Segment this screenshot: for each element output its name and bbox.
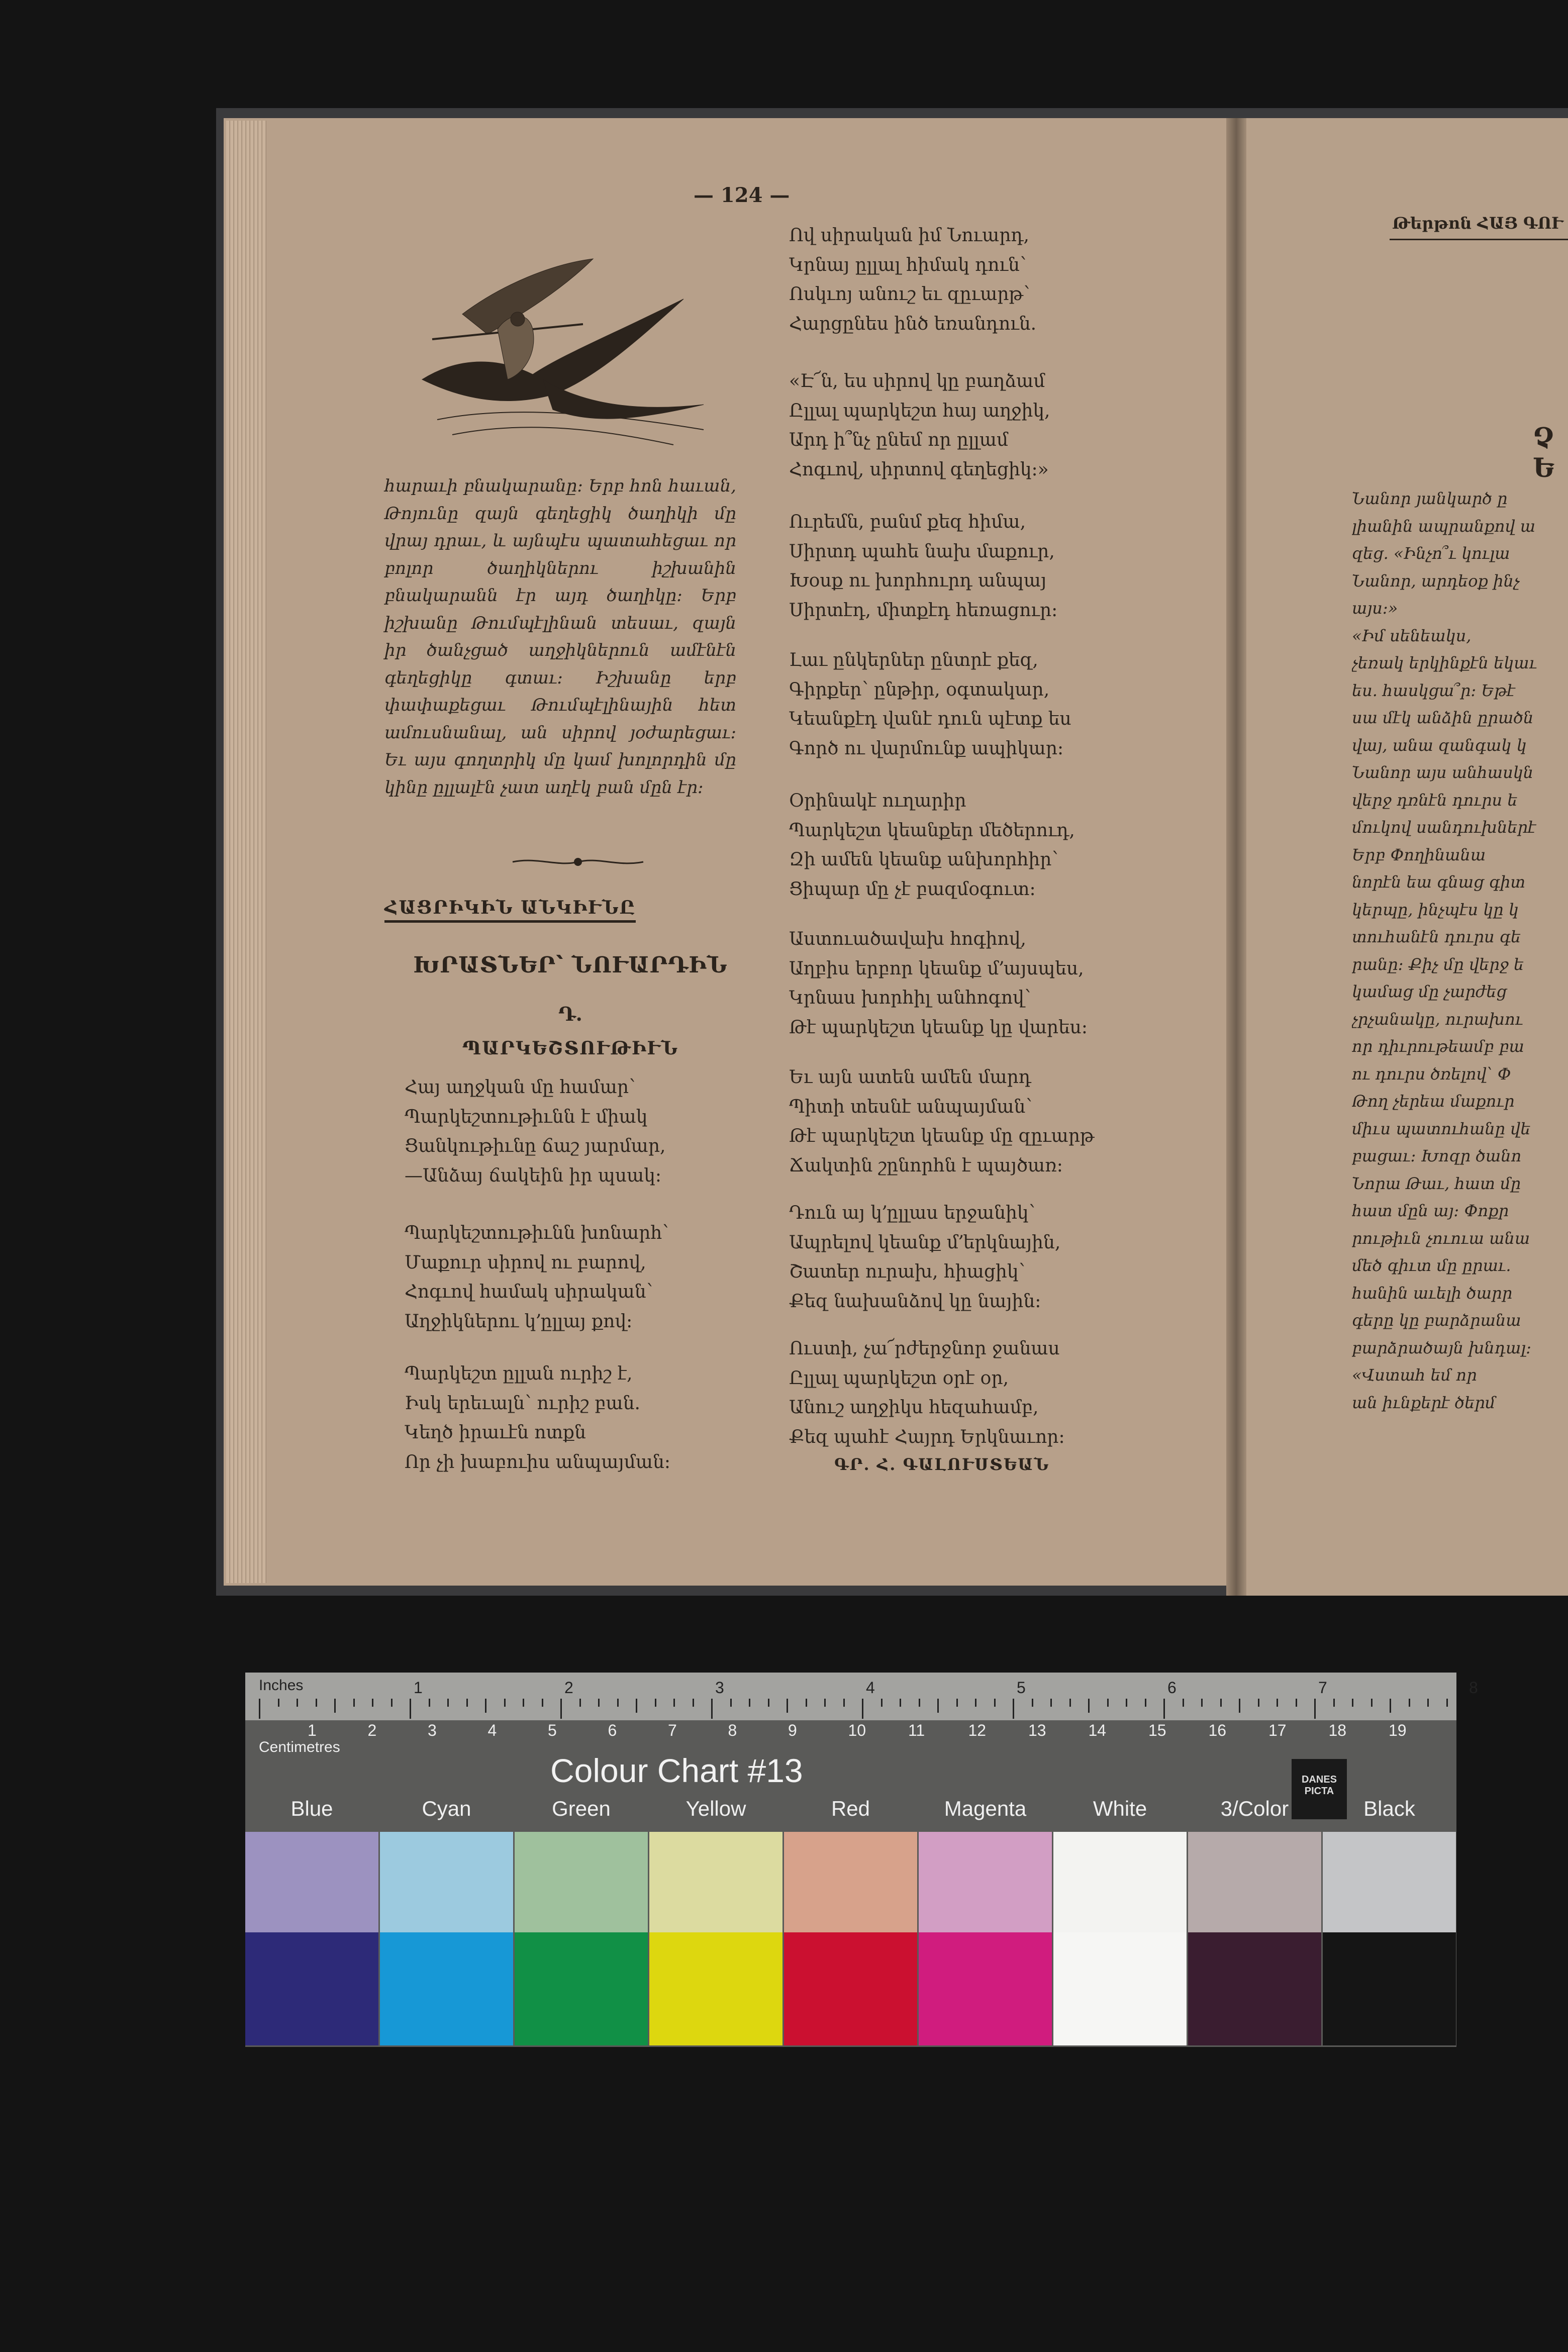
swatch-solid xyxy=(1188,1932,1321,2045)
right-page-line: բարձրածայն խնդալ։ xyxy=(1352,1338,1531,1357)
right-page-line: բացաւ։ Խոզր ծանո xyxy=(1352,1146,1522,1165)
poem-line: Դուն այ կ՚ըլլաս երջանիկ՝ xyxy=(789,1203,1035,1223)
ruler-tick xyxy=(504,1699,506,1707)
ruler-tick xyxy=(1032,1699,1033,1707)
right-page-line: որ դիւրութեամբ բա xyxy=(1352,1037,1524,1056)
ruler-tick xyxy=(655,1699,656,1707)
poem-line: Ըլլալ պարկեշտ հայ աղջիկ, xyxy=(789,400,1050,421)
ruler-tick xyxy=(1050,1699,1052,1707)
ruler-tick xyxy=(1371,1699,1373,1707)
ruler-tick xyxy=(730,1699,732,1707)
ruler-tick xyxy=(466,1699,468,1707)
swatch-label: Red xyxy=(831,1797,870,1820)
ruler-tick xyxy=(447,1699,449,1707)
swatch-solid xyxy=(1323,1932,1456,2045)
ruler-tick xyxy=(1333,1699,1335,1707)
ruler-tick xyxy=(353,1699,355,1707)
right-page-line: ես. հասկցա՞ր։ Եթէ xyxy=(1352,680,1515,700)
ornament-divider xyxy=(508,852,648,872)
poem-line: Ոսկւոյ անուշ եւ զըւարթ՝ xyxy=(789,284,1030,305)
right-page-line: րութիւն չուուա անա xyxy=(1352,1228,1530,1248)
stanza xyxy=(789,1199,1060,1316)
swatch-label: Green xyxy=(552,1797,611,1820)
poem-line: Մաքուր սիրով ու բարով, xyxy=(405,1252,646,1273)
signature: ԳՐ. Հ. ԳԱԼՈՒՍՏԵԱՆ xyxy=(834,1455,1050,1474)
ruler-tick xyxy=(824,1699,826,1707)
ruler-tick xyxy=(1409,1699,1410,1707)
right-page-line: վայ, անա զանգակ կ xyxy=(1352,735,1527,755)
swatch-label: White xyxy=(1093,1797,1147,1820)
poem-line: Հոգւով համակ սիրական՝ xyxy=(405,1282,653,1302)
swatch-light xyxy=(784,1832,917,1932)
ruler-tick xyxy=(900,1699,901,1707)
poem-line: Ցանկութիւնը ճաշ յարմար, xyxy=(405,1136,666,1156)
swatch-solid xyxy=(245,1932,378,2045)
ruler-tick xyxy=(560,1699,562,1719)
swatch-light xyxy=(1323,1832,1456,1932)
ruler-tick xyxy=(598,1699,600,1707)
right-page-line: Երբ Փողինանա xyxy=(1352,845,1486,864)
poem-line: Կրնայ ըլլալ հիմակ դուն՝ xyxy=(789,254,1027,275)
swatch-light xyxy=(649,1832,782,1932)
swatch-solid xyxy=(784,1932,917,2045)
cm-number: 14 xyxy=(1088,1721,1107,1739)
right-page-line: նորէն եա գնաց գիտ xyxy=(1352,872,1526,892)
ruler-tick xyxy=(579,1699,581,1707)
ruler-tick xyxy=(1352,1699,1353,1707)
page-edges xyxy=(226,121,266,1583)
ruler-tick xyxy=(673,1699,675,1707)
inch-number: 7 xyxy=(1318,1679,1327,1697)
stanza xyxy=(405,1219,668,1336)
right-page-line: վերջ դռնէն դուրս ե xyxy=(1352,790,1518,810)
poem-line: Լաւ ընկերներ ընտրէ քեզ, xyxy=(789,650,1038,670)
stanza xyxy=(789,925,1088,1042)
swatch-light xyxy=(515,1832,648,1932)
inch-number: 1 xyxy=(414,1679,423,1697)
ruler-tick xyxy=(787,1699,788,1713)
ruler-tick xyxy=(994,1699,996,1707)
ruler-tick xyxy=(1296,1699,1297,1707)
poem-line: Անուշ աղջիկս հեզահամբ, xyxy=(789,1397,1039,1418)
right-page-line: չրչանակը, ուրախու xyxy=(1352,1009,1523,1029)
right-page-line: Նանոր յանկարծ ը xyxy=(1352,489,1508,508)
swatch-solid xyxy=(1053,1932,1187,2045)
ruler-tick xyxy=(1220,1699,1222,1707)
poem-subtitle: ՊԱՐԿԵՇՏՈՒԹԻՒՆ xyxy=(462,1038,679,1059)
stanza xyxy=(789,1063,1094,1181)
ruler-tick xyxy=(410,1699,411,1719)
poem-line: Կրնաս խորհիլ անհոգով՝ xyxy=(789,988,1031,1008)
page-number: — 124 — xyxy=(694,183,790,207)
poem-line: Աստուածավախ հոգիով, xyxy=(789,929,1026,949)
right-page-line: Թող չերեա մաքուր xyxy=(1352,1092,1515,1111)
poem-line: Կեանքէդ վանէ դուն պէտք ես xyxy=(789,709,1071,729)
ruler-tick xyxy=(693,1699,694,1707)
ruler-tick xyxy=(1239,1699,1240,1713)
stanza xyxy=(789,221,1036,339)
right-page-line: ան իւնքերէ ծերմ xyxy=(1352,1393,1496,1412)
swatch-solid xyxy=(380,1932,513,2045)
poem-line: Պարկեշտութիւնն խոնարհ՝ xyxy=(405,1223,669,1243)
inch-number: 8 xyxy=(1469,1679,1478,1697)
section-title: ՀԱՑՐԻԿԻՆ ԱՆԿԻՒՆԸ xyxy=(384,897,636,923)
cm-number: 11 xyxy=(908,1721,925,1739)
ruler-tick xyxy=(316,1699,317,1707)
swatch-light xyxy=(245,1832,378,1932)
inches-label: Inches xyxy=(259,1677,304,1694)
ruler-tick xyxy=(768,1699,769,1707)
ruler-tick xyxy=(1427,1699,1429,1707)
poem-line: Հայ աղջկան մը համար՝ xyxy=(405,1077,636,1098)
swatch-solid xyxy=(515,1932,648,2045)
inch-number: 5 xyxy=(1017,1679,1026,1697)
right-page-line: «Վստահ եմ որ xyxy=(1352,1365,1477,1385)
right-page-line: Նանոր այս անհասկն xyxy=(1352,763,1534,782)
ruler-tick xyxy=(334,1699,336,1713)
ruler-tick xyxy=(1163,1699,1165,1719)
cm-number: 2 xyxy=(367,1721,377,1739)
poem-line: Օրինակէ ուղարիր xyxy=(789,791,966,811)
swatch-light xyxy=(1053,1832,1187,1932)
swallow-illustration xyxy=(402,254,714,455)
right-page-line: րանը։ Քիչ մը վերջ ե xyxy=(1352,954,1524,974)
poem-line: Պարկեշտ կեանքեր մեծերուդ, xyxy=(789,820,1075,841)
poem-title: ԽՐԱՏՆԵՐ՝ ՆՈՒԱՐԴԻՆ xyxy=(413,952,728,978)
right-page-line: կերպը, ինչպէս կը կ xyxy=(1352,900,1519,919)
right-page-line: կամաց մը չարժեց xyxy=(1352,982,1507,1001)
cm-number: 7 xyxy=(668,1721,677,1739)
ruler-tick xyxy=(1107,1699,1109,1707)
stanza xyxy=(405,1359,670,1477)
poem-line: Պարկեշտութիւնն է միակ xyxy=(405,1106,648,1127)
centimetres-label: Centimetres xyxy=(259,1739,340,1755)
poem-line: Կեղծ իրաւէն ոտքն xyxy=(405,1422,586,1443)
inch-number: 6 xyxy=(1167,1679,1177,1697)
danes-picta-logo: DANES PICTA xyxy=(1292,1759,1347,1819)
ruler-tick xyxy=(391,1699,393,1707)
cm-number: 5 xyxy=(548,1721,557,1739)
cm-number: 19 xyxy=(1389,1721,1407,1739)
swatch-solid xyxy=(649,1932,782,2045)
poem-line: Ով սիրական իմ Նուարդ, xyxy=(789,225,1029,246)
ruler-tick xyxy=(1126,1699,1127,1707)
right-page-initial: Չ Ե xyxy=(1533,422,1554,483)
right-page-line: չեռակ երկինքէն եկաւ xyxy=(1352,653,1537,672)
right-page-line: հատ մըն այ։ Փոքր xyxy=(1352,1201,1509,1220)
ruler-tick xyxy=(806,1699,807,1707)
cm-number: 17 xyxy=(1268,1721,1287,1739)
poem-line: Գործ ու վարմունք ապիկար: xyxy=(789,738,1064,759)
poem-line: Արդ ի՞նչ ընեմ որ ըլլամ xyxy=(789,430,1009,450)
cm-number: 6 xyxy=(608,1721,617,1739)
ruler-tick xyxy=(523,1699,524,1707)
cm-number: 16 xyxy=(1208,1721,1227,1739)
header-rule xyxy=(1390,239,1568,240)
swatch-label: Magenta xyxy=(944,1797,1027,1820)
left-page xyxy=(224,118,1242,1586)
ruler-tick xyxy=(617,1699,619,1707)
inch-number: 2 xyxy=(564,1679,573,1697)
swatch-solid xyxy=(919,1932,1052,2045)
ruler-tick xyxy=(485,1699,486,1713)
poem-line: Զի ամեն կեանք անխորհիր՝ xyxy=(789,849,1058,870)
stanza xyxy=(789,1334,1065,1452)
cm-number: 8 xyxy=(728,1721,737,1739)
cm-number: 12 xyxy=(968,1721,987,1739)
cm-number: 15 xyxy=(1148,1721,1166,1739)
ruler-tick xyxy=(956,1699,958,1707)
swatch-label: Black xyxy=(1363,1797,1415,1820)
ruler-tick xyxy=(1277,1699,1278,1707)
ruler-tick xyxy=(278,1699,279,1707)
cm-number: 13 xyxy=(1028,1721,1046,1739)
poem-line: Հարցընես ինծ եռանդուն. xyxy=(789,313,1037,334)
right-page-line: տուհանէն դուրս գե xyxy=(1352,927,1521,946)
stanza xyxy=(789,367,1050,484)
cm-number: 9 xyxy=(788,1721,797,1739)
poem-line: Քեզ պահէ Հայրդ Երկնաւոր: xyxy=(789,1426,1065,1447)
ruler-tick xyxy=(1390,1699,1391,1713)
poem-line: Աղջիկներու կ՚ըլլայ քով։ xyxy=(405,1311,633,1332)
ruler-tick xyxy=(1069,1699,1071,1707)
stanza xyxy=(405,1073,665,1191)
stanza xyxy=(789,646,1071,763)
inch-number: 4 xyxy=(866,1679,875,1697)
right-page-line: մուկով սանդուխներէ xyxy=(1352,818,1536,837)
right-page-text xyxy=(1352,485,1568,1416)
ruler-tick xyxy=(937,1699,939,1713)
swatch-light xyxy=(1188,1832,1321,1932)
ruler xyxy=(245,1673,1456,1720)
poem-line: Սիրտդ պահե նախ մաքուր, xyxy=(789,541,1055,562)
poem-line: Ըլլալ պարկեշտ օրէ օր, xyxy=(789,1367,1009,1389)
intro-paragraph: հարաւի բնակարանը։ Երբ հոն հաւան, Թոյունը զայն գեղեցիկ ծաղիկի մը վրայ դրաւ, և այնպէս պատահեցաւ որ բոլոր ծաղիկներու իշխանին բնակարանն էր այդ ծաղիկը։ Երբ իշխանը Թումպէլինան տեսաւ, զայն իր ծանչցած աղջիկներուն ամէնէն գեղեցիկը գտաւ։ Իշխանը երբ փափաքեցաւ Թումպէլինային հետ ամուսնանալ, ան սիրով յօժարեցաւ։ Եւ այս գողտրիկ մը կամ խոլորդին մը կինը ըլլալէն չատ աղէկ բան մըն էր։ xyxy=(384,476,736,798)
ruler-tick xyxy=(1314,1699,1316,1719)
cm-number: 1 xyxy=(308,1721,317,1739)
ruler-tick xyxy=(843,1699,845,1707)
poem-line: Ուստի, չա՜րժերջնոր ջանաս xyxy=(789,1338,1060,1359)
cm-number: 3 xyxy=(428,1721,437,1739)
ruler-tick xyxy=(297,1699,298,1707)
poem-line: Թէ պարկեշտ կեանք մը զըւարթ xyxy=(789,1126,1095,1146)
swatch-label: 3/Color xyxy=(1220,1797,1289,1820)
stanza xyxy=(789,508,1057,625)
right-page-line: միւս պատուհանը վե xyxy=(1352,1119,1531,1138)
ruler-tick xyxy=(1145,1699,1146,1707)
poem-line: Խօսք ու խորհուրդ անպայ xyxy=(789,570,1047,591)
poem-line: «Է՜ն, ես սիրով կը բաղձամ xyxy=(789,371,1045,391)
cm-number: 18 xyxy=(1328,1721,1347,1739)
right-page-line: Նանոր, արդեօք ինչ xyxy=(1352,571,1520,591)
poem-line: Պարկեշտ ըլլան ուրիշ է, xyxy=(405,1363,633,1384)
right-page-line: մեծ գիւտ մը ըրաւ. xyxy=(1352,1256,1511,1275)
poem-line: Թէ պարկեշտ կեանք կը վարես: xyxy=(789,1017,1088,1038)
poem-line: Որ չի խաբուիս անպայման։ xyxy=(405,1451,671,1473)
right-page-line: լիանին ապրանքով ա xyxy=(1352,516,1536,536)
poem-line: Պիտի տեսնէ անպայման՝ xyxy=(789,1096,1032,1117)
swatch-light xyxy=(919,1832,1052,1932)
inch-number: 3 xyxy=(715,1679,724,1697)
ruler-tick xyxy=(429,1699,430,1707)
poem-line: Հոգւով, սիրտով գեղեցիկ:» xyxy=(789,459,1049,480)
stanza xyxy=(789,787,1075,904)
swatch-label: Cyan xyxy=(422,1797,471,1820)
ruler-tick xyxy=(711,1699,713,1719)
swatch-label: Yellow xyxy=(685,1797,746,1820)
poem-line: Ճակտին շընորհն է պայծառ: xyxy=(789,1155,1063,1176)
poem-line: Քեզ նախանձով կը նային: xyxy=(789,1291,1041,1312)
poem-line: Իսկ երեւալն՝ ուրիշ բան. xyxy=(405,1393,640,1414)
poem-line: Եւ այն ատեն ամեն մարդ xyxy=(789,1067,1031,1088)
ruler-tick xyxy=(1201,1699,1203,1707)
chart-title: Colour Chart #13 xyxy=(550,1752,803,1789)
cm-number: 10 xyxy=(848,1721,866,1739)
swatch-light xyxy=(380,1832,513,1932)
ruler-tick xyxy=(975,1699,976,1707)
right-page-line: հանին աւելի ծարր xyxy=(1352,1283,1513,1303)
right-page-line: սա մէկ անձին ըրածն xyxy=(1352,708,1534,727)
poem-line: Սիրտէդ, միտքէդ հեռացուր: xyxy=(789,600,1058,621)
ruler-tick xyxy=(636,1699,637,1713)
poem-line: Ուրեմն, բանմ քեզ հիմա, xyxy=(789,512,1026,532)
poem-line: Շատեր ուրախ, հիացիկ՝ xyxy=(789,1261,1025,1282)
poem-line: Ցիպար մը չէ բազմօգուտ: xyxy=(789,878,1036,900)
swatch-label: Blue xyxy=(290,1797,333,1820)
cm-number: 4 xyxy=(487,1721,497,1739)
ruler-tick xyxy=(919,1699,920,1707)
ruler-tick xyxy=(259,1699,260,1719)
right-page-header: Թերթոն ՀԱՅ ԳՈՒ xyxy=(1392,214,1563,233)
book-gutter xyxy=(1226,118,1246,1596)
right-page-line: գերը կը բարձրանա xyxy=(1352,1311,1521,1330)
poem-line: Գիրքեր՝ ընթիր, օգտակար, xyxy=(789,679,1050,700)
ruler-tick xyxy=(1446,1699,1448,1707)
poem-part: Դ. xyxy=(558,1003,582,1025)
ruler-tick xyxy=(1258,1699,1259,1707)
ruler-tick xyxy=(1183,1699,1184,1707)
ruler-tick xyxy=(372,1699,373,1707)
ruler-tick xyxy=(749,1699,750,1707)
right-page-line: Նորա Թաւ, հատ մը xyxy=(1352,1173,1521,1193)
ruler-tick xyxy=(862,1699,863,1719)
ruler-tick xyxy=(542,1699,543,1707)
right-page-line: այս։» xyxy=(1352,599,1398,618)
ruler-tick xyxy=(1013,1699,1014,1719)
poem-line: —Անձայ ճակեին իր պսակ։ xyxy=(405,1165,662,1186)
right-page-line: ու դուրս ծռելով՝ Փ xyxy=(1352,1064,1511,1084)
ruler-tick xyxy=(1088,1699,1090,1713)
poem-line: Ապրելով կեանք մ՚երկնային, xyxy=(789,1232,1061,1253)
ruler-tick xyxy=(881,1699,883,1707)
right-page-line: զեց. «Ինչո՞ւ կուլա xyxy=(1352,544,1510,563)
poem-line: Աղբիս երբոր կեանք մ՚այսպես, xyxy=(789,958,1084,979)
right-page-line: «Իմ սենեակս, xyxy=(1352,626,1472,645)
